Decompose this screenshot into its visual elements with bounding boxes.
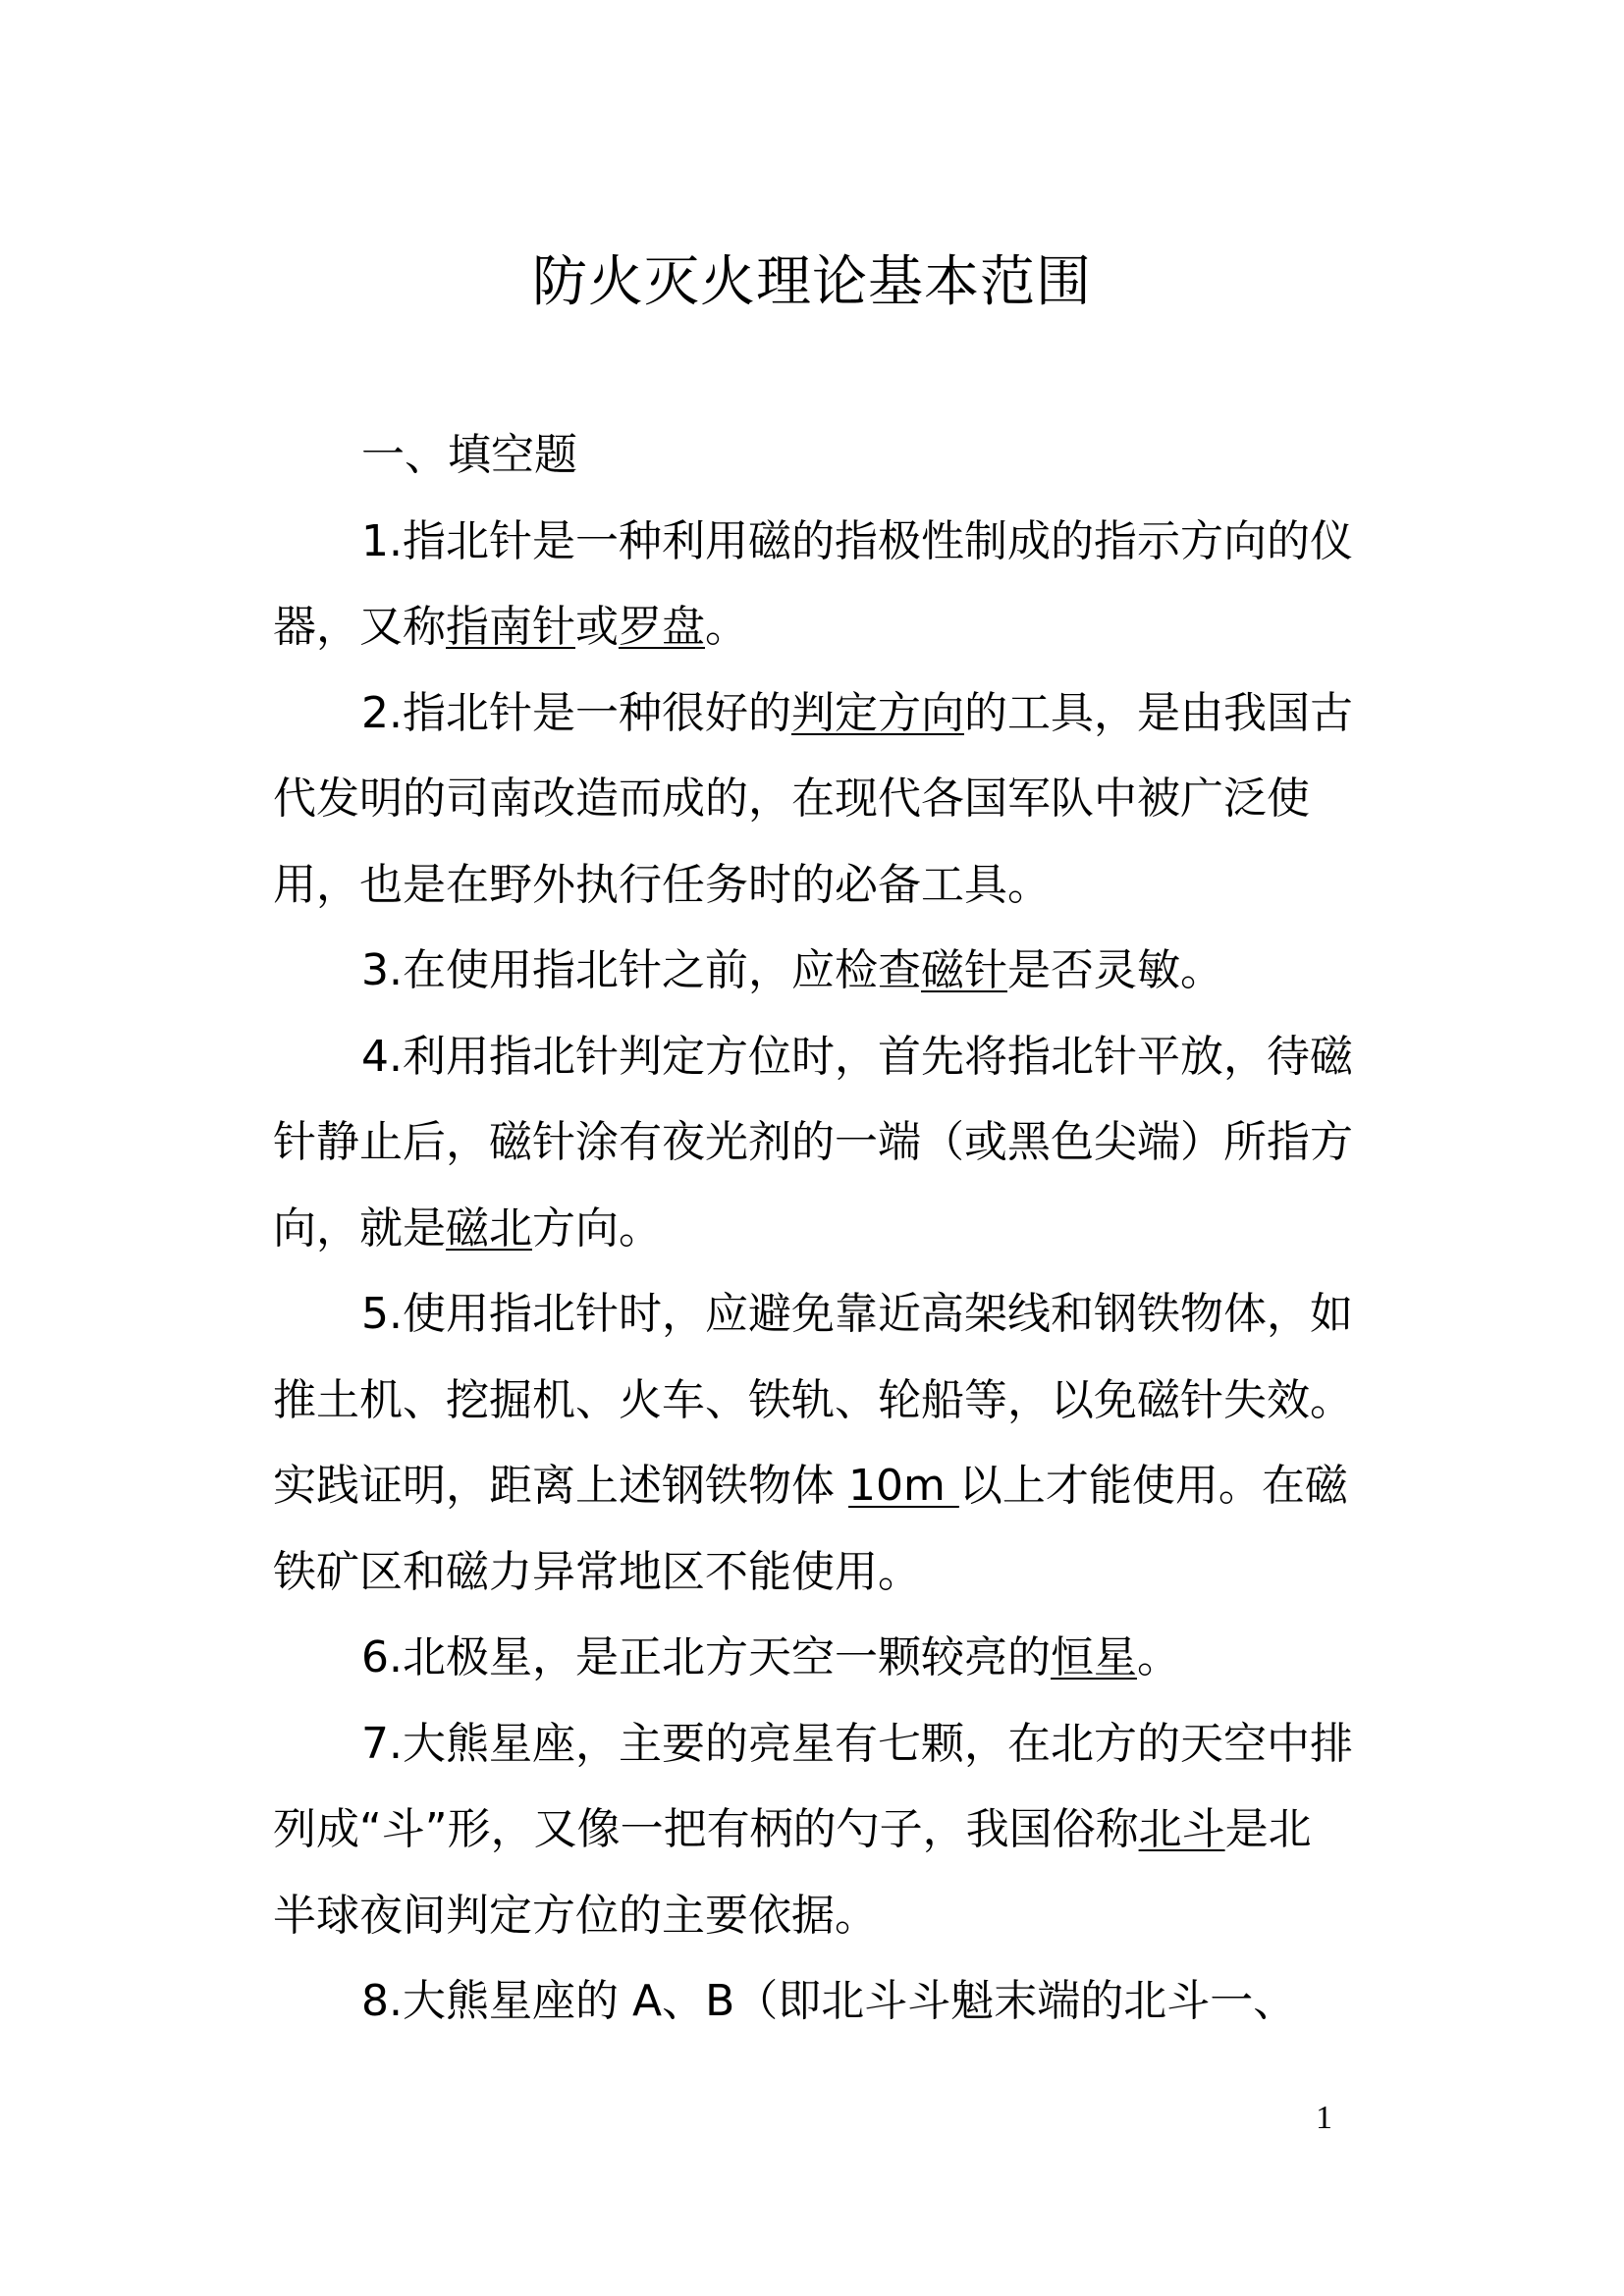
question-5 [273, 1271, 1353, 1615]
text-run: 是否灵敏。 [1006, 945, 1223, 995]
question-4 [273, 1014, 1353, 1272]
section-heading: 一、填空题 [361, 430, 577, 480]
text-run: 的工具，是由我国古代发明的司南改造而成的，在现代各国军队中被广泛使用，也是在野外执行任务时的必备工具。 [273, 687, 1353, 910]
answer-blank: 指南针 [446, 602, 575, 652]
answer-blank: 磁北 [446, 1202, 532, 1254]
question-7 [273, 1701, 1353, 1959]
answer-blank: 北斗 [1138, 1804, 1225, 1854]
document-body [273, 412, 1353, 2045]
answer-blank: 罗盘 [619, 602, 705, 652]
text-run: 或 [575, 602, 619, 652]
text-run: 。 [1136, 1632, 1180, 1682]
text-run: 3.在使用指北针之前，应检查 [361, 945, 921, 995]
page-number: 1 [1316, 2100, 1332, 2136]
answer-blank: 磁针 [920, 945, 1007, 995]
document-title: 防火灭火理论基本范围 [532, 250, 1092, 314]
question-6 [273, 1615, 1353, 1701]
question-2 [273, 670, 1353, 929]
text-run: 7.大熊星座，主要的亮星有七颗，在北方的天空中排列成“斗”形，又像一把有柄的勺子，我国俗称 [273, 1718, 1353, 1854]
text-run: 2.指北针是一种很好的 [361, 687, 791, 738]
answer-blank: 判定方向 [790, 687, 964, 738]
answer-blank: 恒星 [1050, 1632, 1137, 1682]
answer-blank: 10m [848, 1461, 959, 1511]
text-run: 。 [705, 602, 748, 652]
text-run: 6.北极星，是正北方天空一颗较亮的 [361, 1632, 1051, 1682]
text-run: 是北半球夜间判定方位的主要依据。 [273, 1804, 1312, 1941]
text-run: 1.指北针是一种利用磁的指极性制成的指示方向的仪器，又称 [273, 515, 1353, 652]
text-run: 8.大熊星座的 A、B（即北斗斗魁末端的北斗一、 [361, 1976, 1297, 2026]
question-1 [273, 499, 1353, 670]
text-run: 以上才能使用。在磁铁矿区和磁力异常地区不能使用。 [273, 1461, 1348, 1597]
question-3 [273, 928, 1353, 1014]
text-run: 4.利用指北针判定方位时，首先将指北针平放，待磁针静止后，磁针涂有夜光剂的一端（或黑色尖端）所指方向，就是 [273, 1031, 1353, 1254]
text-run: 方向。 [532, 1202, 662, 1254]
question-8 [273, 1958, 1353, 2045]
text-run: 5.使用指北针时，应避免靠近高架线和钢铁物体，如推土机、挖掘机、火车、铁轨、轮船等，以免磁针失效。实践证明，距离上述钢铁物体 [273, 1289, 1353, 1511]
